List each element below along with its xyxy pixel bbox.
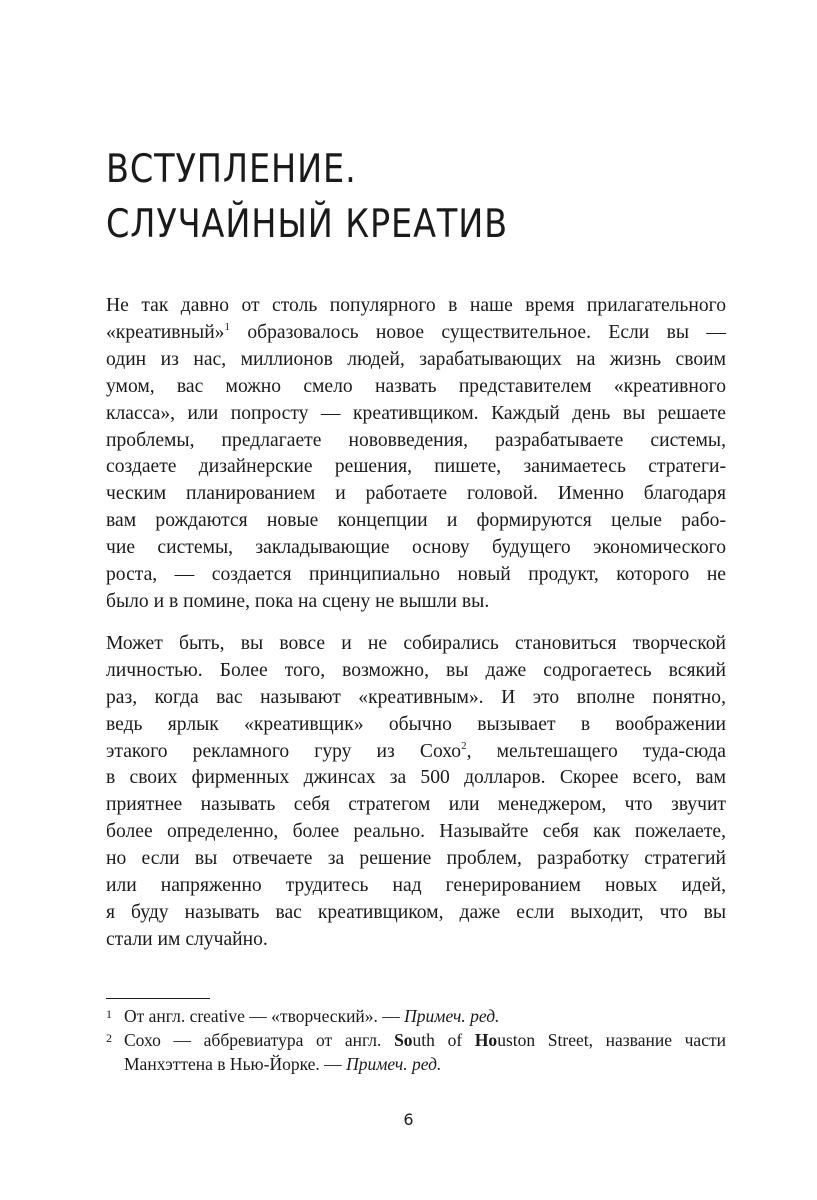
footnote-1 bbox=[106, 1004, 726, 1028]
text-line: проблемы, предлагаете нововведения, разрабатываете системы, bbox=[106, 429, 726, 451]
text-span: Манхэттена в Нью-Йорке. — bbox=[124, 1054, 347, 1074]
footnote-number: 2 bbox=[106, 1031, 112, 1045]
text-line: раз, когда вас называют «креативным». И это вполне понятно, bbox=[106, 686, 726, 708]
footnote-text bbox=[124, 1052, 726, 1076]
text-line: создаете дизайнерские решения, пишете, занимаетесь стратеги- bbox=[106, 456, 726, 478]
text-line: один из нас, миллионов людей, зарабатывающих на жизнь своим bbox=[106, 348, 726, 370]
body-text bbox=[106, 293, 726, 954]
text-line: Не так давно от столь популярного в наше время прилагательного bbox=[106, 295, 726, 316]
footnotes bbox=[106, 1004, 726, 1076]
text-line: вам рождаются новые концепции и формируются целые рабо- bbox=[106, 510, 726, 532]
text-line: приятнее называть себя стратегом или менеджером, что звучит bbox=[106, 794, 726, 816]
footnote-2 bbox=[106, 1028, 726, 1076]
bold-text: So bbox=[394, 1030, 413, 1050]
text-line: ческим планированием и работаете головой. Именно благодаря bbox=[106, 483, 726, 505]
chapter-title bbox=[106, 142, 656, 252]
text-line: роста, — создается принципиально новый продукт, которого не bbox=[106, 564, 726, 586]
footnote-ref-1[interactable]: 1 bbox=[224, 320, 230, 333]
footnote-text bbox=[124, 1004, 726, 1028]
text-span: этакого рекламного гуру из Сохо bbox=[106, 740, 462, 762]
text-line: чие системы, закладывающие основу будущего экономического bbox=[106, 537, 726, 559]
text-span: uth of bbox=[412, 1030, 475, 1050]
text-line: умом, вас можно смело назвать представителем «креативного bbox=[106, 375, 726, 397]
footnote-number: 1 bbox=[106, 1007, 112, 1021]
text-span: uston Street, название части bbox=[497, 1030, 726, 1050]
text-line: было и в помине, пока на сцену не вышли вы. bbox=[106, 590, 490, 612]
text-line: в своих фирменных джинсах за 500 долларов. Скорее всего, вам bbox=[106, 767, 726, 789]
editor-note: Примеч. ред. bbox=[346, 1054, 442, 1074]
paragraph-2 bbox=[106, 631, 726, 954]
text-line: стали им случайно. bbox=[106, 928, 268, 950]
text-span: От англ. creative — «творческий». — bbox=[124, 1006, 405, 1026]
footnote-divider bbox=[106, 998, 210, 999]
text-line bbox=[106, 739, 726, 766]
text-span: образовалось новое существительное. Если вы — bbox=[229, 321, 726, 343]
paragraph-1 bbox=[106, 293, 726, 616]
text-line: Может быть, вы вовсе и не собирались становиться творческой bbox=[106, 632, 726, 654]
text-line: ведь ярлык «креативщик» обычно вызывает в воображении bbox=[106, 713, 726, 735]
text-line: личностью. Более того, возможно, вы даже содрогаетесь всякий bbox=[106, 659, 726, 681]
text-line bbox=[106, 320, 726, 347]
text-line: или напряженно трудитесь над генерированием новых идей, bbox=[106, 875, 726, 897]
text-span: Сохо — аббревиатура от англ. bbox=[124, 1030, 395, 1050]
text-line: я буду называть вас креативщиком, даже если выходит, что вы bbox=[106, 901, 726, 923]
editor-note: Примеч. ред. bbox=[404, 1006, 500, 1026]
page-number: 6 bbox=[403, 1110, 414, 1129]
text-span: «креативный» bbox=[106, 321, 225, 343]
text-line: более определенно, более реально. Называйте себя как пожелаете, bbox=[106, 821, 726, 843]
text-line: класса», или попросту — креативщиком. Каждый день вы решаете bbox=[106, 402, 726, 424]
text-line: но если вы отвечаете за решение проблем, разработку стратегий bbox=[106, 848, 726, 870]
chapter-title-line-2: СЛУЧАЙНЫЙ КРЕАТИВ bbox=[106, 202, 509, 247]
text-span: , мельтешащего туда-сюда bbox=[466, 740, 726, 762]
footnote-text bbox=[124, 1028, 726, 1052]
footnote-ref-2[interactable]: 2 bbox=[461, 739, 467, 752]
chapter-title-line-1: ВСТУПЛЕНИЕ. bbox=[106, 147, 357, 192]
bold-text: Ho bbox=[474, 1030, 498, 1050]
